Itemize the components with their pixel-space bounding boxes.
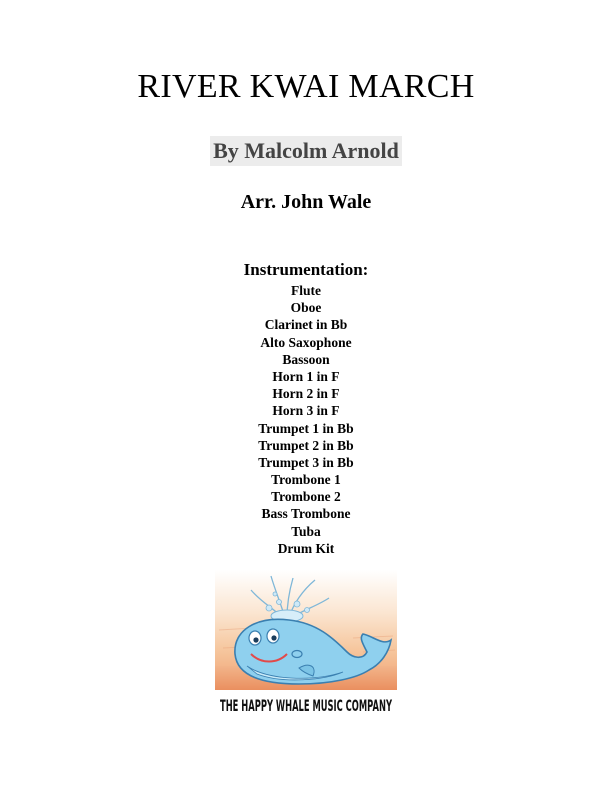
instrument-item: Drum Kit <box>277 540 335 556</box>
instrument-item: Clarinet in Bb <box>264 317 348 333</box>
instrument-item: Trumpet 2 in Bb <box>258 437 354 453</box>
arranger-credit: Arr. John Wale <box>240 191 372 213</box>
instrument-item: Horn 1 in F <box>272 368 340 384</box>
instrument-item: Bass Trombone <box>261 506 351 522</box>
instrument-item: Trumpet 1 in Bb <box>258 420 354 436</box>
instrument-item: Horn 2 in F <box>272 386 340 402</box>
happy-whale-logo <box>213 568 399 716</box>
instrument-item: Trumpet 3 in Bb <box>258 454 354 470</box>
page-title: RIVER KWAI MARCH <box>137 68 475 105</box>
composer-credit <box>0 136 612 166</box>
instrument-item: Bassoon <box>282 351 330 367</box>
instrument-item: Oboe <box>290 300 322 316</box>
instrument-item: Tuba <box>291 523 321 539</box>
instrument-item: Horn 3 in F <box>272 403 340 419</box>
instrument-item: Trombone 2 <box>271 489 341 505</box>
instrumentation-list <box>0 282 612 557</box>
composer-text: By Malcolm Arnold <box>210 136 402 166</box>
instrument-item: Flute <box>291 283 321 298</box>
instrumentation-heading: Instrumentation: <box>243 260 369 279</box>
logo-company-name: THE HAPPY WHALE MUSIC COMPANY <box>220 696 393 716</box>
instrument-item: Alto Saxophone <box>260 334 352 350</box>
instrument-item: Trombone 1 <box>271 472 341 488</box>
